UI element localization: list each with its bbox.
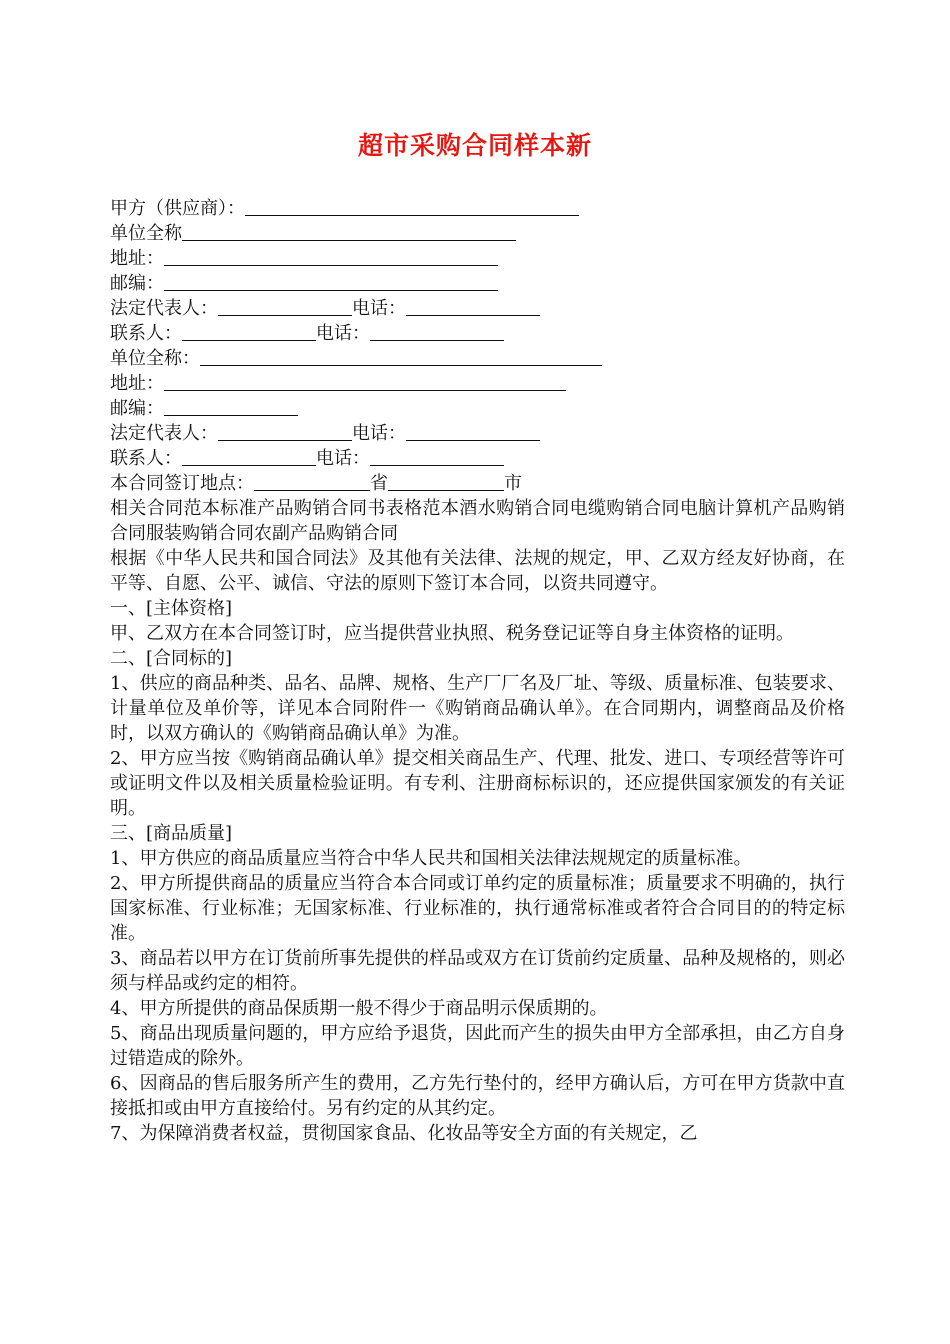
label: 甲方（供应商）： <box>110 198 245 219</box>
blank-field <box>164 247 498 266</box>
party-b-contact-line <box>110 446 845 471</box>
label: 法定代表人： <box>110 298 218 319</box>
sign-place-line <box>110 471 845 496</box>
label: 电话： <box>352 423 406 444</box>
label: 电话： <box>316 448 370 469</box>
document-body <box>110 196 845 1146</box>
clause-paragraph: 2、甲方应当按《购销商品确认单》提交相关商品生产、代理、批发、进口、专项经营等许可或证明文件以及相关质量检验证明。有专利、注册商标标识的，还应提供国家颁发的有关证明。 <box>110 748 845 819</box>
document-title: 超市采购合同样本新 <box>357 131 592 160</box>
label: 电话： <box>352 298 406 319</box>
party-a-supplier-line <box>110 196 845 221</box>
party-a-legal-line <box>110 296 845 321</box>
party-b-postcode-line <box>110 396 845 421</box>
party-a-postcode-line <box>110 271 845 296</box>
party-a-address-line <box>110 246 845 271</box>
label: 地址： <box>110 373 164 394</box>
label: 地址： <box>110 248 164 269</box>
clause-paragraph: 2、甲方所提供商品的质量应当符合本合同或订单约定的质量标准；质量要求不明确的，执行国家标准、行业标准；无国家标准、行业标准的，执行通常标准或者符合合同目的的特定标准。 <box>110 873 845 944</box>
label: 单位全称 <box>110 223 182 244</box>
party-b-address-line <box>110 371 845 396</box>
label: 省 <box>370 473 388 494</box>
clause-paragraph: 3、商品若以甲方在订货前所事先提供的样品或双方在订货前约定质量、品种及规格的，则必须与样品或约定的相符。 <box>110 948 845 994</box>
blank-field <box>164 272 498 291</box>
label: 法定代表人： <box>110 423 218 444</box>
label: 邮编： <box>110 273 164 294</box>
blank-field <box>254 472 370 491</box>
section-heading: 二、[合同标的] <box>110 648 233 669</box>
party-a-contact-line <box>110 321 845 346</box>
party-b-unit-line <box>110 346 845 371</box>
label: 电话： <box>316 323 370 344</box>
label: 单位全称： <box>110 348 200 369</box>
clause-paragraph: 1、供应的商品种类、品名、品牌、规格、生产厂厂名及厂址、等级、质量标准、包装要求、计量单位及单价等，详见本合同附件一《购销商品确认单》。在合同期内，调整商品及价格时，以双方确认的《购销商品确认单》为准。 <box>110 673 845 744</box>
blank-field <box>164 372 566 391</box>
party-b-legal-line <box>110 421 845 446</box>
blank-field <box>182 447 316 466</box>
related-templates-paragraph: 相关合同范本标准产品购销合同书表格范本酒水购销合同电缆购销合同电脑计算机产品购销合同服装购销合同农副产品购销合同 <box>110 498 845 544</box>
clause-paragraph: 4、甲方所提供的商品保质期一般不得少于商品明示保质期的。 <box>110 998 608 1019</box>
clause-paragraph: 5、商品出现质量问题的，甲方应给予退货，因此而产生的损失由甲方全部承担，由乙方自身过错造成的除外。 <box>110 1023 845 1069</box>
section-heading: 三、[商品质量] <box>110 823 233 844</box>
basis-paragraph: 根据《中华人民共和国合同法》及其他有关法律、法规的规定，甲、乙双方经友好协商，在平等、自愿、公平、诚信、守法的原则下签订本合同，以资共同遵守。 <box>110 548 845 594</box>
blank-field <box>388 472 504 491</box>
blank-field <box>200 347 602 366</box>
clause-paragraph: 1、甲方供应的商品质量应当符合中华人民共和国相关法律法规规定的质量标准。 <box>110 848 752 869</box>
blank-field <box>218 297 352 316</box>
label: 邮编： <box>110 398 164 419</box>
blank-field <box>370 447 504 466</box>
blank-field <box>182 222 516 241</box>
clause-paragraph: 6、因商品的售后服务所产生的费用，乙方先行垫付的，经甲方确认后，方可在甲方货款中直接抵扣或由甲方直接给付。另有约定的从其约定。 <box>110 1073 845 1119</box>
clause-paragraph: 7、为保障消费者权益，贯彻国家食品、化妆品等安全方面的有关规定，乙 <box>110 1123 698 1144</box>
label: 联系人： <box>110 323 182 344</box>
party-a-unit-line <box>110 221 845 246</box>
section-paragraph: 甲、乙双方在本合同签订时，应当提供营业执照、税务登记证等自身主体资格的证明。 <box>110 623 794 644</box>
blank-field <box>406 422 540 441</box>
blank-field <box>406 297 540 316</box>
blank-field <box>164 397 298 416</box>
label: 市 <box>504 473 522 494</box>
blank-field <box>370 322 504 341</box>
label: 本合同签订地点： <box>110 473 254 494</box>
section-heading: 一、[主体资格] <box>110 598 233 619</box>
blank-field <box>218 422 352 441</box>
blank-field <box>182 322 316 341</box>
blank-field <box>245 197 579 216</box>
label: 联系人： <box>110 448 182 469</box>
